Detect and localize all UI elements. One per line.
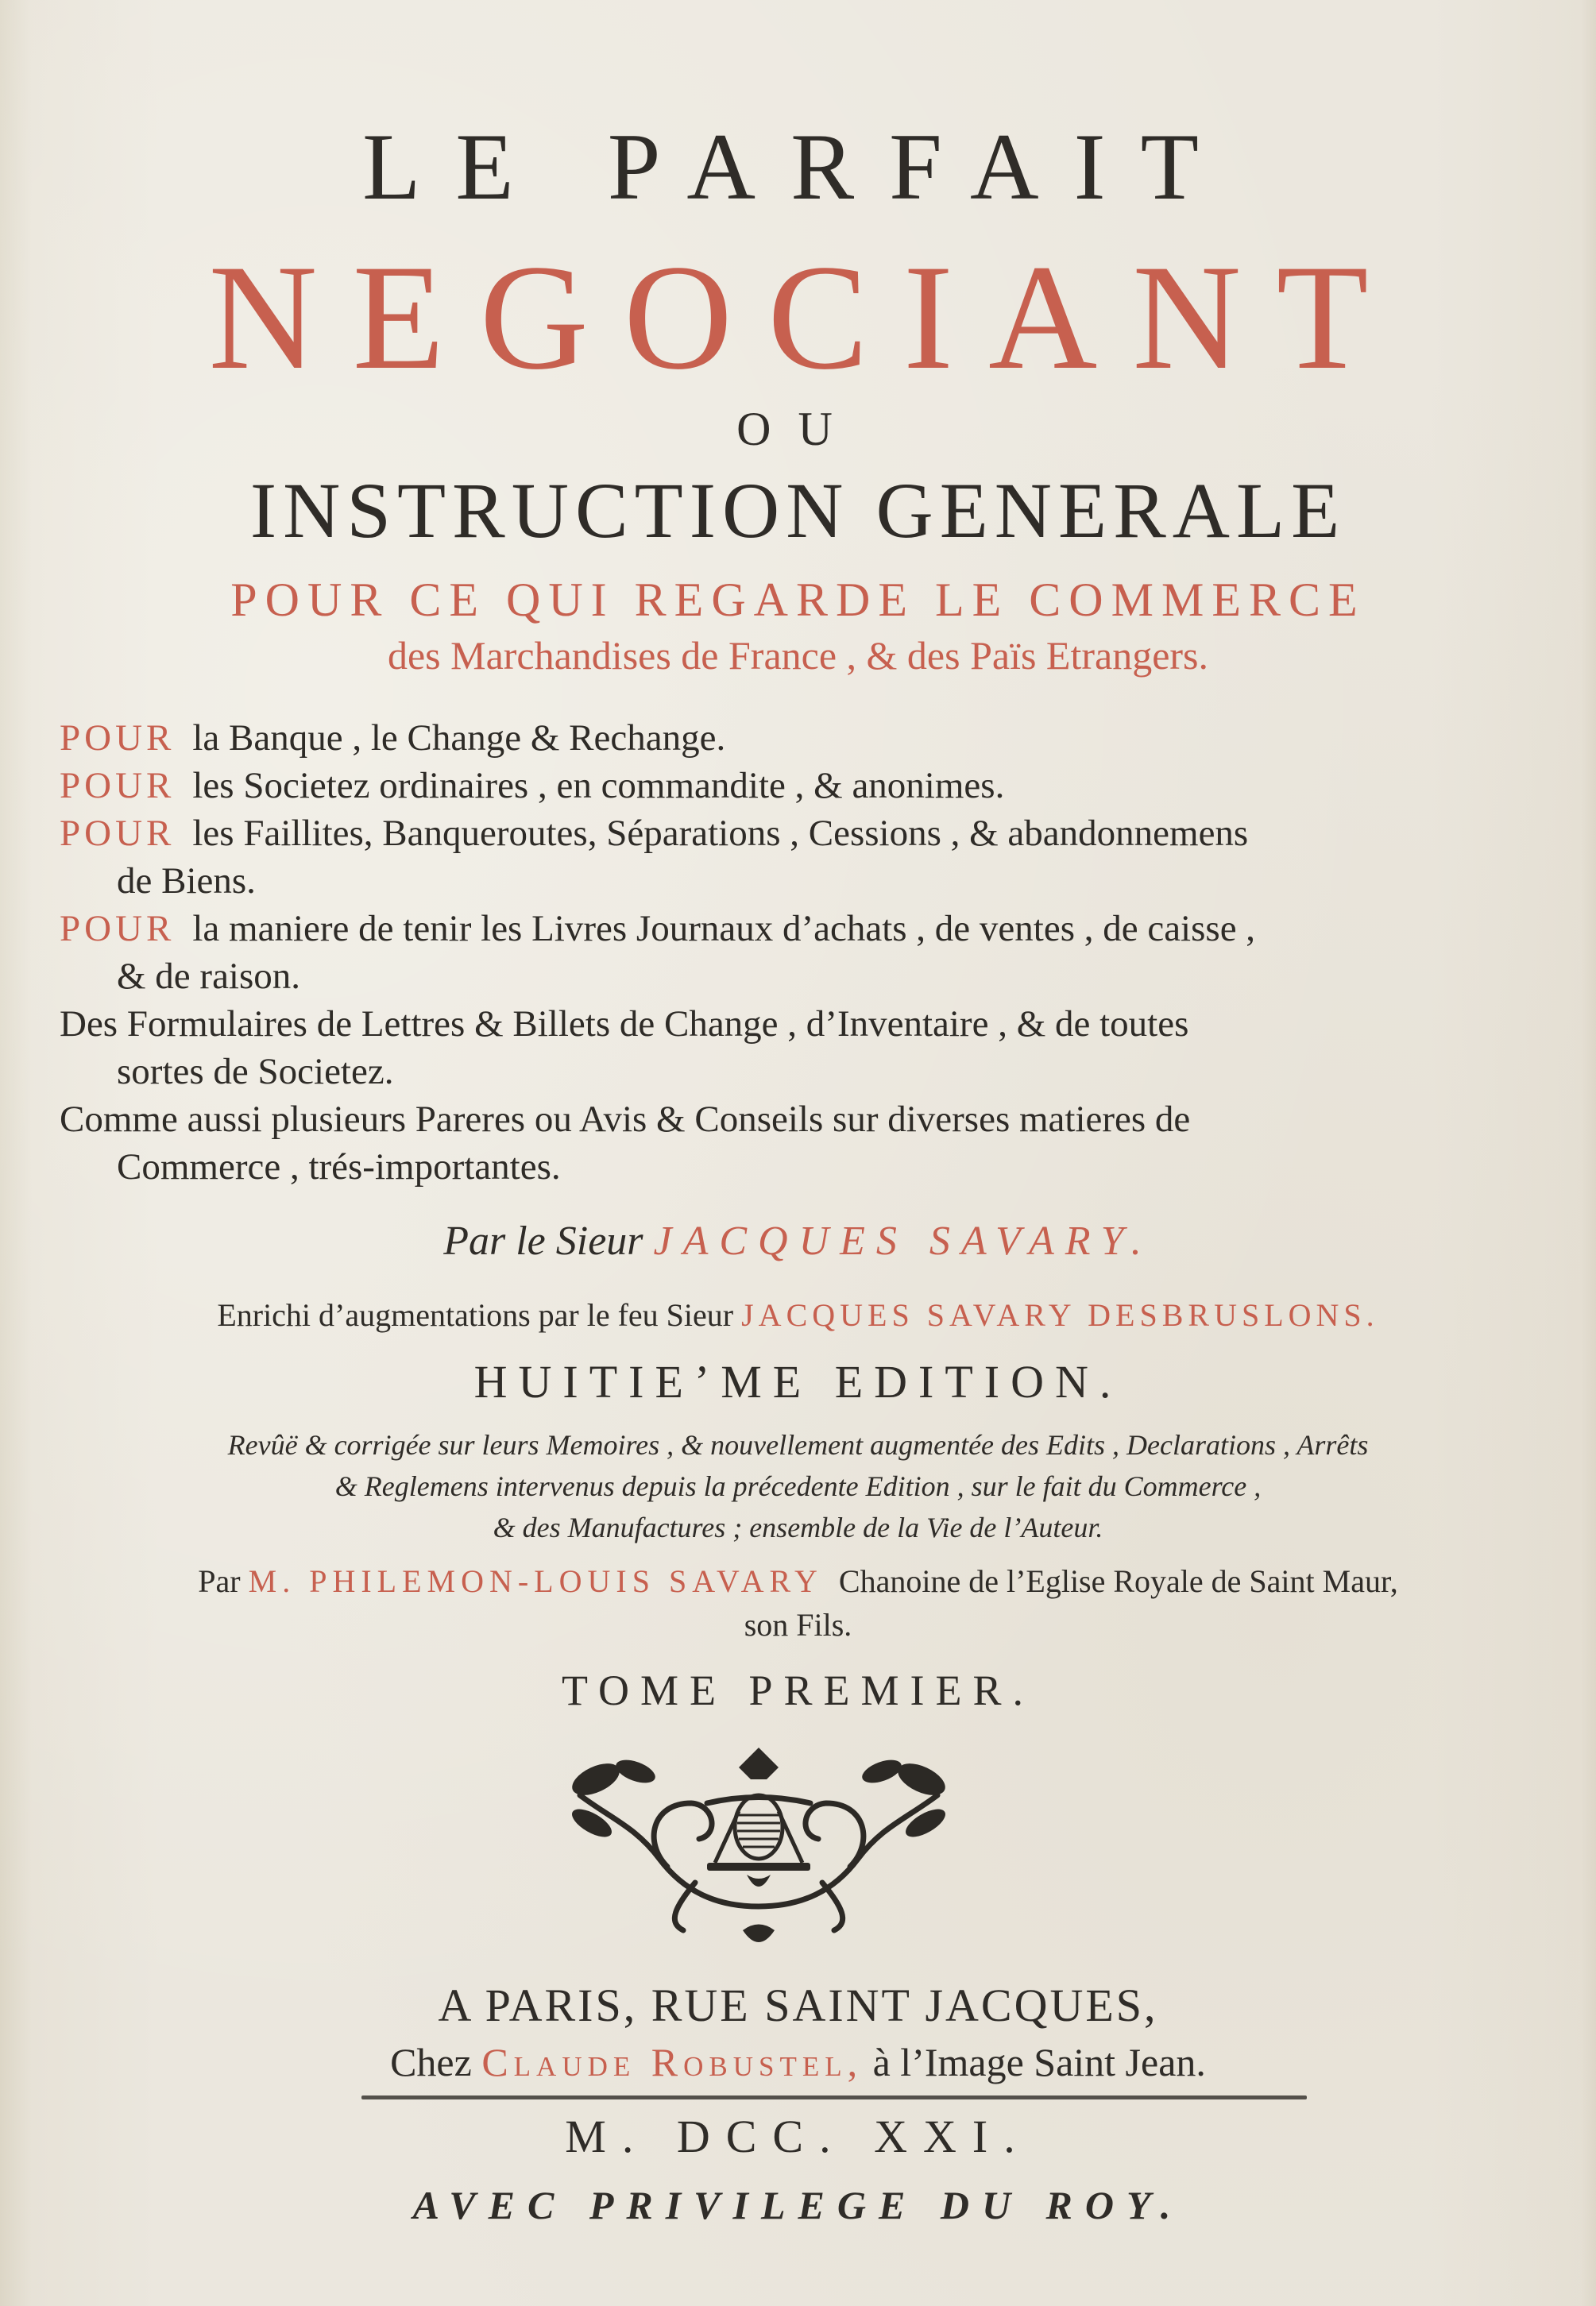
editor-prefix: Par — [198, 1563, 241, 1599]
imprint-suffix: à l’Image Saint Jean. — [872, 2040, 1206, 2084]
imprint-printer-line — [0, 2038, 1596, 2087]
contents-item — [60, 763, 1004, 809]
editor-line — [0, 1561, 1596, 1602]
volume-heading: TOME PREMIER. — [561, 1667, 1035, 1714]
contents-lead: POUR — [60, 908, 176, 949]
title-line-instruction-generale: INSTRUCTION GENERALE — [249, 466, 1347, 554]
imprint-prefix: Chez — [390, 2040, 472, 2084]
contents-text: les Faillites, Banqueroutes, Séparations , Cessions , & abandonnemens — [192, 813, 1249, 854]
title-line-le-parfait: LE PARFAIT — [362, 114, 1234, 219]
contents-item — [60, 810, 1248, 856]
revision-line: & Reglemens intervenus depuis la précedente Edition , sur le fait du Commerce , — [334, 1470, 1262, 1502]
enriched-name: JACQUES SAVARY DESBRUSLONS. — [741, 1297, 1379, 1333]
editor-line-2: son Fils. — [744, 1607, 852, 1643]
contents-text: Comme aussi plusieurs Pareres ou Avis & Conseils sur diverses matieres de — [60, 1099, 1191, 1140]
subtitle-marchandises: des Marchandises de France , & des Païs Etrangers. — [387, 633, 1209, 678]
contents-continuation: & de raison. — [117, 956, 301, 997]
imprint-rule — [361, 2095, 1307, 2099]
contents-text: la Banque , le Change & Rechange. — [192, 717, 726, 759]
contents-continuation: Commerce , trés-importantes. — [117, 1146, 561, 1188]
enriched-line — [0, 1295, 1596, 1336]
contents-lead: POUR — [60, 813, 176, 854]
contents-item — [60, 1096, 1190, 1142]
title-line-ou: OU — [736, 403, 860, 455]
author-name: JACQUES SAVARY. — [653, 1219, 1153, 1264]
imprint-privilege: AVEC PRIVILEGE DU ROY. — [412, 2183, 1184, 2227]
contents-item — [60, 715, 725, 761]
contents-text: la maniere de tenir les Livres Journaux d’achats , de ventes , de caisse , — [192, 908, 1256, 949]
contents-item — [60, 906, 1255, 952]
revision-line: & des Manufactures ; ensemble de la Vie de l’Auteur. — [493, 1512, 1103, 1543]
enriched-prefix: Enrichi d’augmentations par le feu Sieur — [217, 1297, 734, 1333]
imprint-printer: Claude Robustel, — [481, 2040, 864, 2084]
author-prefix: Par le Sieur — [443, 1219, 643, 1264]
imprint-year: M. DCC. XXI. — [565, 2111, 1031, 2162]
contents-lead: POUR — [60, 765, 176, 806]
editor-suffix: Chanoine de l’Eglise Royale de Saint Maur, — [838, 1563, 1398, 1599]
imprint-city: A PARIS, RUE SAINT JACQUES, — [438, 1980, 1158, 2031]
edition-heading: HUITIE’ME EDITION. — [473, 1356, 1123, 1408]
subtitle-commerce: POUR CE QUI REGARDE LE COMMERCE — [230, 574, 1366, 626]
contents-continuation: de Biens. — [117, 860, 256, 902]
contents-text: Des Formulaires de Lettres & Billets de Change , d’Inventaire , & de toutes — [60, 1003, 1189, 1045]
revision-line: Revûë & corrigée sur leurs Memoires , & nouvellement augmentée des Edits , Declarations , Arrêts — [227, 1429, 1369, 1461]
title-line-negociant: NEGOCIANT — [208, 234, 1404, 401]
author-line — [0, 1215, 1596, 1268]
contents-lead: POUR — [60, 717, 176, 759]
editor-name: M. PHILEMON-LOUIS SAVARY — [248, 1563, 823, 1599]
contents-continuation: sortes de Societez. — [117, 1051, 394, 1092]
contents-item — [60, 1001, 1188, 1047]
contents-text: les Societez ordinaires , en commandite , & anonimes. — [192, 765, 1005, 806]
ornament-vignette-icon — [548, 1748, 969, 1954]
